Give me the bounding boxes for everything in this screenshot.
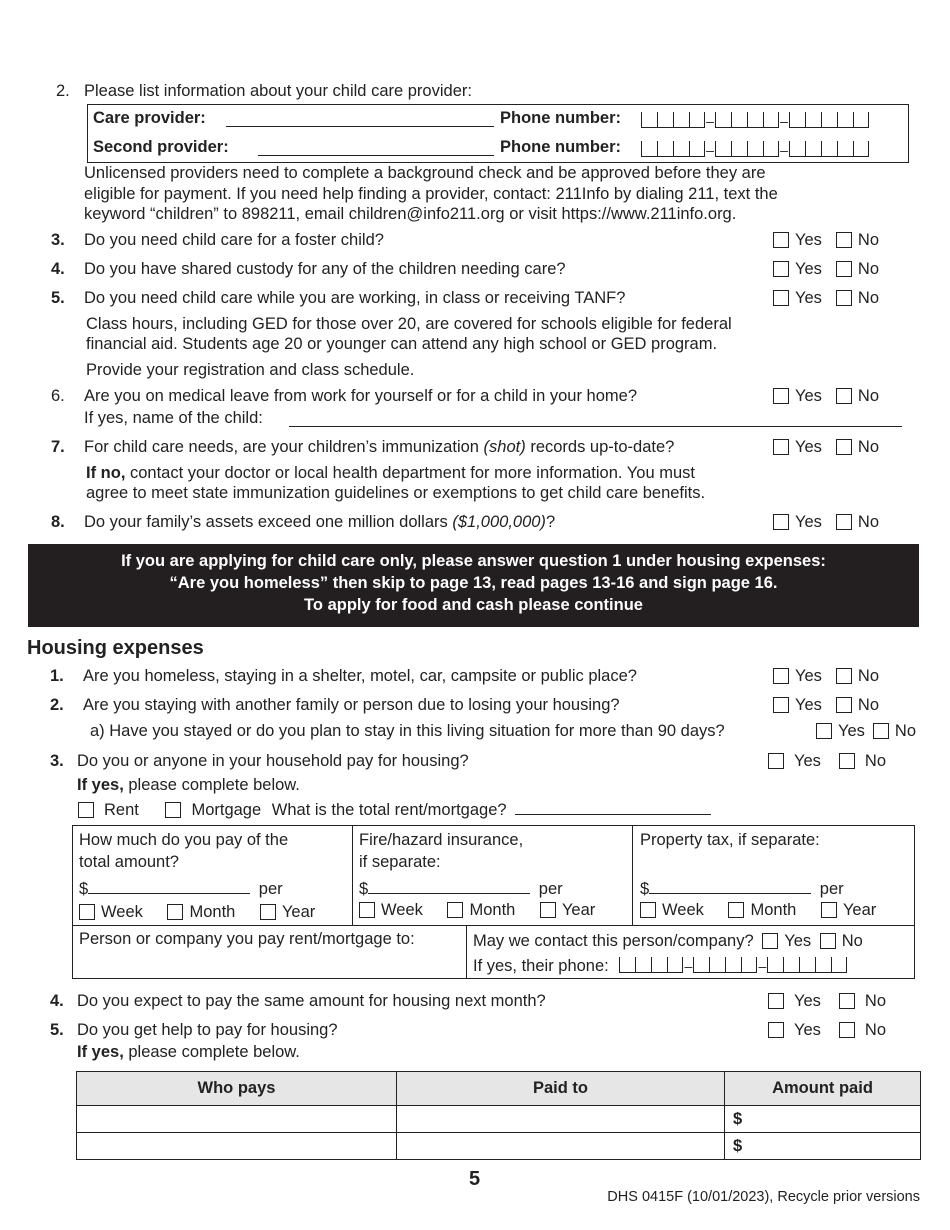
yes-checkbox[interactable] xyxy=(773,290,789,306)
question-text: Do you or anyone in your household pay for housing? xyxy=(77,752,469,770)
question-subtext: a) Have you stayed or do you plan to stay in this living situation for more than 90 days? xyxy=(90,722,725,740)
who-pays-cell[interactable] xyxy=(77,1133,397,1160)
column-header: Paid to xyxy=(397,1072,725,1106)
no-checkbox[interactable] xyxy=(836,232,852,248)
column-header: Who pays xyxy=(77,1072,397,1106)
question-number: 7. xyxy=(51,438,65,456)
if-yes-note: If yes, please complete below. xyxy=(77,1043,300,1061)
phone-label: Phone number: xyxy=(500,109,622,127)
question-number: 2. xyxy=(50,696,64,714)
immunization-note: If no, contact your doctor or local health department for more information. You must xyxy=(86,464,695,482)
if-yes-note: If yes, please complete below. xyxy=(77,776,300,794)
second-provider-field[interactable] xyxy=(258,141,494,156)
table-row xyxy=(77,1106,921,1133)
phone-label: Phone number: xyxy=(500,138,622,156)
question-text: Do you expect to pay the same amount for housing next month? xyxy=(77,992,546,1010)
yes-no-group: Yes No xyxy=(816,722,916,741)
no-checkbox[interactable] xyxy=(836,290,852,306)
phone-field[interactable]: – – xyxy=(641,141,869,157)
table-row xyxy=(77,1133,921,1160)
yes-checkbox[interactable] xyxy=(816,723,832,739)
question-text: Are you staying with another family or person due to losing your housing? xyxy=(83,696,620,714)
month-checkbox[interactable] xyxy=(447,902,463,918)
provider-note: keyword “children” to 898211, email children@info211.org or visit https://www.211info.org. xyxy=(84,205,737,223)
yes-no-group: Yes No xyxy=(773,438,879,457)
week-checkbox[interactable] xyxy=(640,902,656,918)
provider-note: Unlicensed providers need to complete a background check and be approved before they are xyxy=(84,164,766,182)
question-text: Are you homeless, staying in a shelter, motel, car, campsite or public place? xyxy=(83,667,637,685)
yes-no-group: Yes No xyxy=(773,289,879,308)
yes-no-group: Yes No xyxy=(773,667,879,686)
no-checkbox[interactable] xyxy=(836,439,852,455)
yes-checkbox[interactable] xyxy=(773,388,789,404)
amount-field[interactable] xyxy=(368,879,530,894)
contact-question: May we contact this person/company? Yes No xyxy=(473,932,863,950)
yes-no-group: Yes No xyxy=(773,513,879,532)
frequency-options: Week Month Year xyxy=(359,899,595,921)
year-checkbox[interactable] xyxy=(821,902,837,918)
paid-to-cell[interactable] xyxy=(397,1133,725,1160)
question-text: Do you get help to pay for housing? xyxy=(77,1021,338,1039)
rent-mortgage-row: Rent Mortgage What is the total rent/mortgage? xyxy=(78,800,711,820)
column-header: Amount paid xyxy=(725,1072,921,1106)
yes-checkbox[interactable] xyxy=(762,933,778,949)
amount-paid-cell[interactable]: $ xyxy=(725,1106,921,1133)
week-checkbox[interactable] xyxy=(359,902,375,918)
page-number: 5 xyxy=(469,1168,481,1190)
immunization-note: agree to meet state immunization guidelines or exemptions to get child care benefits. xyxy=(86,484,706,502)
yes-no-group: Yes No xyxy=(773,387,879,406)
question-text: Do your family’s assets exceed one million dollars ($1,000,000)? xyxy=(84,513,556,531)
yes-checkbox[interactable] xyxy=(773,439,789,455)
month-checkbox[interactable] xyxy=(728,902,744,918)
care-provider-field[interactable] xyxy=(226,112,494,127)
yes-checkbox[interactable] xyxy=(768,993,784,1009)
question-number: 1. xyxy=(50,667,64,685)
year-checkbox[interactable] xyxy=(540,902,556,918)
class-hours-note: Provide your registration and class schedule. xyxy=(86,361,415,379)
no-checkbox[interactable] xyxy=(836,668,852,684)
yes-no-group: Yes No xyxy=(768,992,886,1011)
mortgage-checkbox[interactable] xyxy=(165,802,181,818)
child-name-label: If yes, name of the child: xyxy=(84,409,263,427)
question-number: 5. xyxy=(51,289,65,307)
yes-checkbox[interactable] xyxy=(773,514,789,530)
amount-paid-cell[interactable]: $ xyxy=(725,1133,921,1160)
question-number: 3. xyxy=(50,752,64,770)
cell-label: Property tax, if separate: xyxy=(640,831,820,849)
no-checkbox[interactable] xyxy=(839,1022,855,1038)
frequency-options: Week Month Year xyxy=(640,899,876,921)
yes-no-group: Yes No xyxy=(773,231,879,250)
question-text: Do you have shared custody for any of the children needing care? xyxy=(84,260,566,278)
phone-field[interactable]: – – xyxy=(641,112,869,128)
yes-checkbox[interactable] xyxy=(773,668,789,684)
question-text: Do you need child care for a foster child? xyxy=(84,231,384,249)
amount-row: $ per xyxy=(359,880,563,898)
provider-note: eligible for payment. If you need help finding a provider, contact: 211Info by dialing 211, text the xyxy=(84,185,778,203)
frequency-options: Week Month Year xyxy=(79,901,315,923)
who-pays-cell[interactable] xyxy=(77,1106,397,1133)
cell-label: Fire/hazard insurance, xyxy=(359,831,524,849)
cell-label: if separate: xyxy=(359,853,441,871)
no-checkbox[interactable] xyxy=(836,697,852,713)
yes-no-group: Yes No xyxy=(773,260,879,279)
no-checkbox[interactable] xyxy=(836,261,852,277)
yes-checkbox[interactable] xyxy=(768,753,784,769)
question-text: Please list information about your child care provider: xyxy=(84,82,472,100)
cell-label: total amount? xyxy=(79,853,179,871)
yes-checkbox[interactable] xyxy=(773,261,789,277)
payee-label: Person or company you pay rent/mortgage to: xyxy=(79,930,415,948)
yes-no-group: Yes No xyxy=(768,1021,886,1040)
question-number: 2. xyxy=(56,82,70,100)
rent-checkbox[interactable] xyxy=(78,802,94,818)
no-checkbox[interactable] xyxy=(873,723,889,739)
section-heading: Housing expenses xyxy=(27,637,204,659)
amount-row: $ per xyxy=(640,880,844,898)
instruction-banner: If you are applying for child care only, please answer question 1 under housing expenses: “Are you homeless” then skip to page 13, read pages 13-16 and sign page 16. To apply for food and cash please continue xyxy=(28,544,919,627)
class-hours-note: financial aid. Students age 20 or younger can attend any high school or GED program. xyxy=(86,335,718,353)
their-phone-row: If yes, their phone: – – xyxy=(473,955,847,977)
amount-field[interactable] xyxy=(88,879,250,894)
question-number: 3. xyxy=(51,231,65,249)
amount-field[interactable] xyxy=(649,879,811,894)
yes-checkbox[interactable] xyxy=(773,697,789,713)
question-number: 4. xyxy=(51,260,65,278)
week-checkbox[interactable] xyxy=(79,904,95,920)
question-number: 6. xyxy=(51,387,65,405)
month-checkbox[interactable] xyxy=(167,904,183,920)
child-name-field[interactable] xyxy=(289,412,902,427)
total-rent-field[interactable] xyxy=(515,800,711,815)
question-text: For child care needs, are your children’s immunization (shot) records up-to-date? xyxy=(84,438,675,456)
yes-checkbox[interactable] xyxy=(773,232,789,248)
no-checkbox[interactable] xyxy=(839,993,855,1009)
yes-no-group: Yes No xyxy=(768,752,886,771)
no-checkbox[interactable] xyxy=(836,388,852,404)
paid-to-cell[interactable] xyxy=(397,1106,725,1133)
question-number: 4. xyxy=(50,992,64,1010)
question-text: Do you need child care while you are working, in class or receiving TANF? xyxy=(84,289,626,307)
question-text: Are you on medical leave from work for yourself or for a child in your home? xyxy=(84,387,637,405)
cell-label: How much do you pay of the xyxy=(79,831,289,849)
no-checkbox[interactable] xyxy=(839,753,855,769)
question-number: 8. xyxy=(51,513,65,531)
housing-help-table xyxy=(76,1071,921,1160)
second-provider-label: Second provider: xyxy=(93,138,229,156)
no-checkbox[interactable] xyxy=(820,933,836,949)
yes-no-group: Yes No xyxy=(773,696,879,715)
class-hours-note: Class hours, including GED for those over 20, are covered for schools eligible for federal xyxy=(86,315,732,333)
phone-field[interactable]: – – xyxy=(619,957,847,973)
yes-checkbox[interactable] xyxy=(768,1022,784,1038)
care-provider-label: Care provider: xyxy=(93,109,206,127)
form-id: DHS 0415F (10/01/2023), Recycle prior versions xyxy=(607,1189,920,1205)
no-checkbox[interactable] xyxy=(836,514,852,530)
year-checkbox[interactable] xyxy=(260,904,276,920)
question-number: 5. xyxy=(50,1021,64,1039)
amount-row: $ per xyxy=(79,880,283,898)
